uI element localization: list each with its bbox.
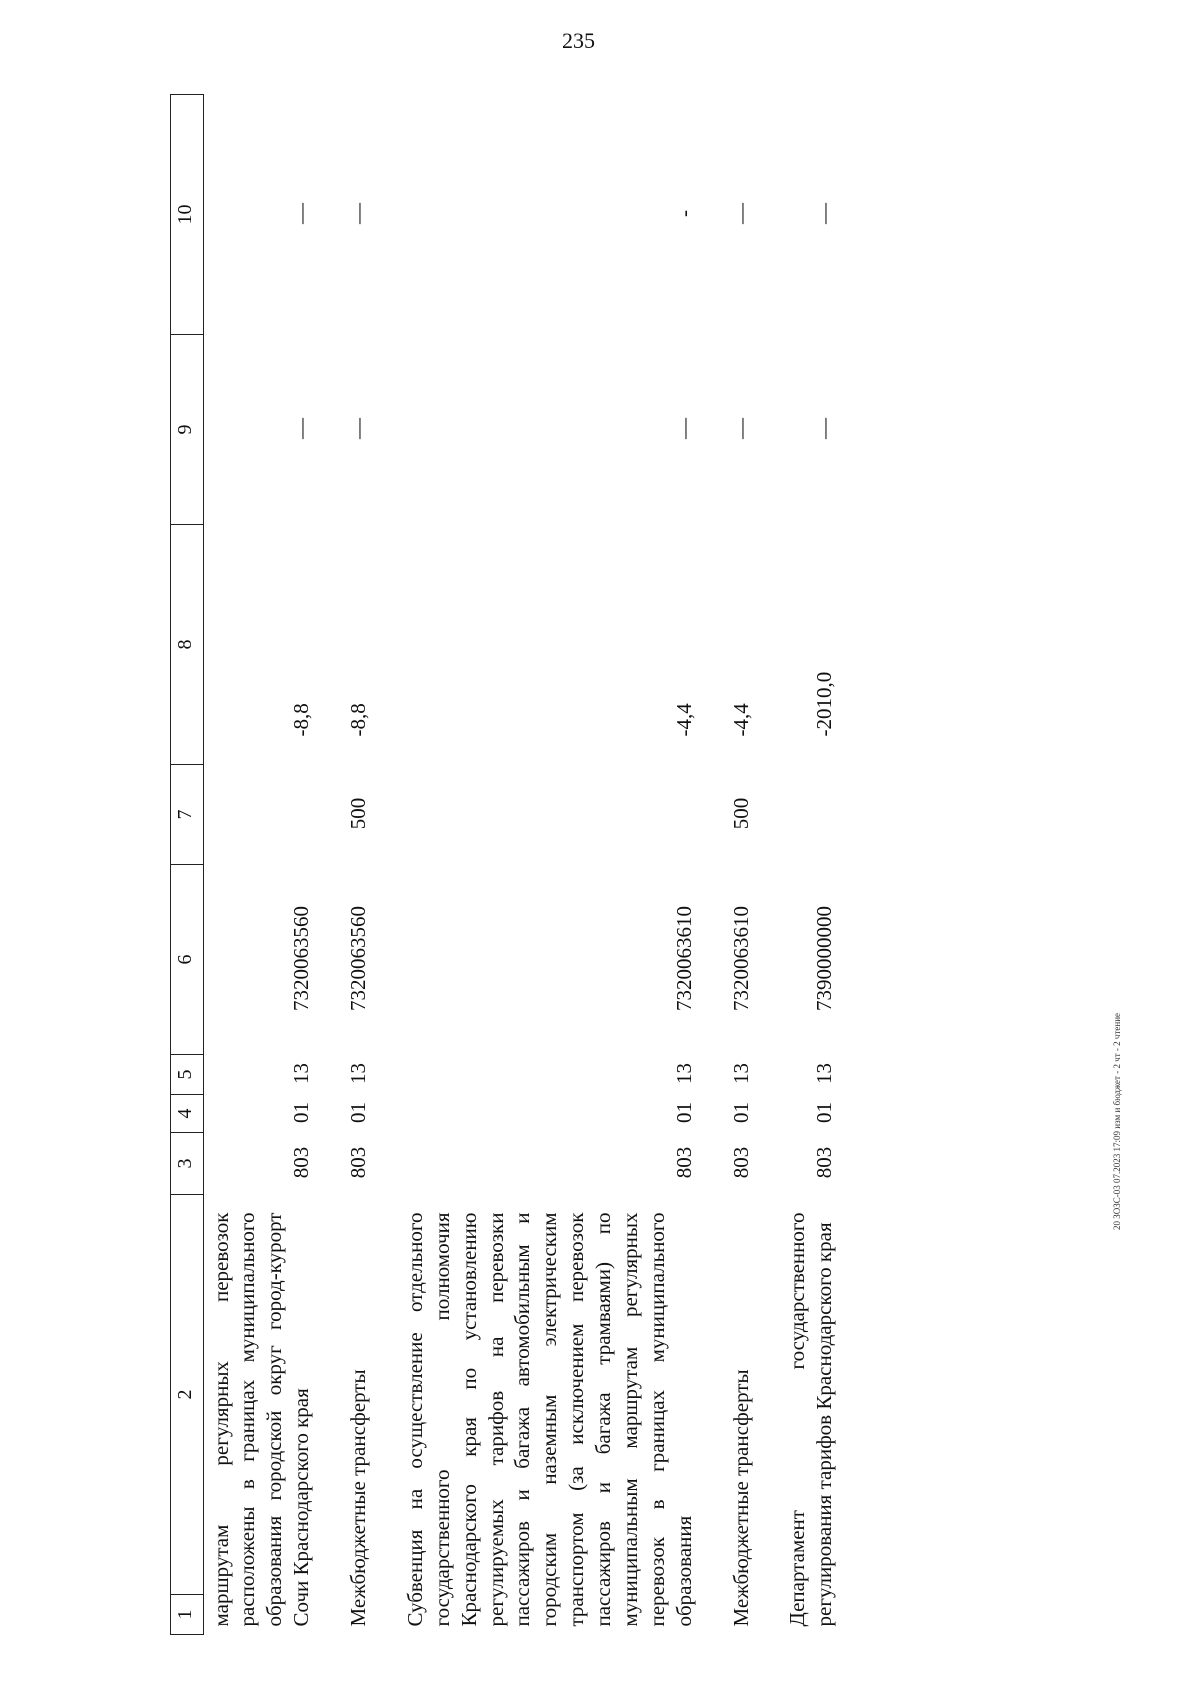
col-3-value: 803 [346,1146,371,1179]
header-col-8: 8 [171,525,204,765]
table-row [203,95,345,1635]
col-6-value: 7390000000 [812,906,837,1011]
budget-table-rotated [170,95,1075,1635]
header-col-5: 5 [171,1055,204,1095]
col-5-value: 13 [289,1063,314,1084]
col-5-value: 13 [346,1063,371,1084]
col-10-value: - [671,210,696,217]
row-description: Департамент государственного регулирования тарифов Краснодарского края [785,1212,837,1627]
col-8-value: -8,8 [289,703,314,737]
header-col-3: 3 [171,1133,204,1195]
col-4-value: 01 [346,1102,371,1123]
col-6-value: 7320063610 [728,906,753,1011]
table-row [784,95,868,1635]
col-7-value: 500 [728,797,753,830]
header-col-9: 9 [171,335,204,525]
col-7-value [402,765,728,865]
col-9-value: — [289,418,314,439]
col-4-value: 01 [289,1102,314,1123]
col-10-value: — [346,203,371,224]
col-6-value: 7320063560 [346,906,371,1011]
header-row [171,95,204,1635]
table-row [402,95,728,1635]
col-6-value: 7320063610 [671,906,696,1011]
col-10-value: — [728,203,753,224]
row-description: Субвенция на осуществление отдельного государственного полномочия Краснодарского края по установлению регулируемых тарифов на перевозки пассажиров и багажа автомобильным и городским наземным электрическим транспортом (за исключением перевозок пассажиров и багажа трамваями) по муниципальным маршрутам регулярных перевозок в границах муниципального образования [402,1212,696,1627]
col-9-value: — [728,418,753,439]
col-7-value: 500 [346,797,371,830]
col-9-value: — [812,418,837,439]
col-4-value: 01 [812,1102,837,1123]
header-col-10: 10 [171,95,204,335]
col-3-value: 803 [671,1146,696,1179]
col-8-value: -4,4 [728,703,753,737]
col-3-value: 803 [289,1146,314,1179]
col-3-value: 803 [812,1146,837,1179]
table-row [345,95,402,1635]
col-5-value: 13 [812,1063,837,1084]
col-4-value: 01 [671,1102,696,1123]
row-description: маршрутам регулярных перевозок расположены в границах муниципального образования городской округ город-курорт Сочи Краснодарского края [208,1212,314,1627]
col-5-value: 13 [671,1063,696,1084]
footer-note: 20 ЗОЗС-03 07.2023 17:09 изм и бюджет - 2 чт - 2 чтение [1112,1012,1122,1230]
col-7-value [203,765,345,865]
col-10-value: — [812,203,837,224]
header-col-7: 7 [171,765,204,865]
row-description: Межбюджетные трансферты [346,1369,371,1627]
col-4-value: 01 [728,1102,753,1123]
header-col-6: 6 [171,865,204,1055]
table-row [728,95,785,1635]
col-3-value: 803 [728,1146,753,1179]
col-8-value: -4,4 [671,703,696,737]
col-10-value: — [289,203,314,224]
col-8-value: -2010,0 [812,671,837,737]
col-7-value [784,765,868,865]
budget-table [170,94,868,1635]
header-col-2: 2 [171,1195,204,1595]
row-description: Межбюджетные трансферты [728,1369,753,1627]
col-8-value: -8,8 [346,703,371,737]
col-9-value: — [671,418,696,439]
col-6-value: 7320063560 [289,906,314,1011]
col-9-value: — [346,418,371,439]
page-number: 235 [562,28,595,53]
col-5-value: 13 [728,1063,753,1084]
header-col-4: 4 [171,1095,204,1133]
header-col-1: 1 [171,1595,204,1635]
